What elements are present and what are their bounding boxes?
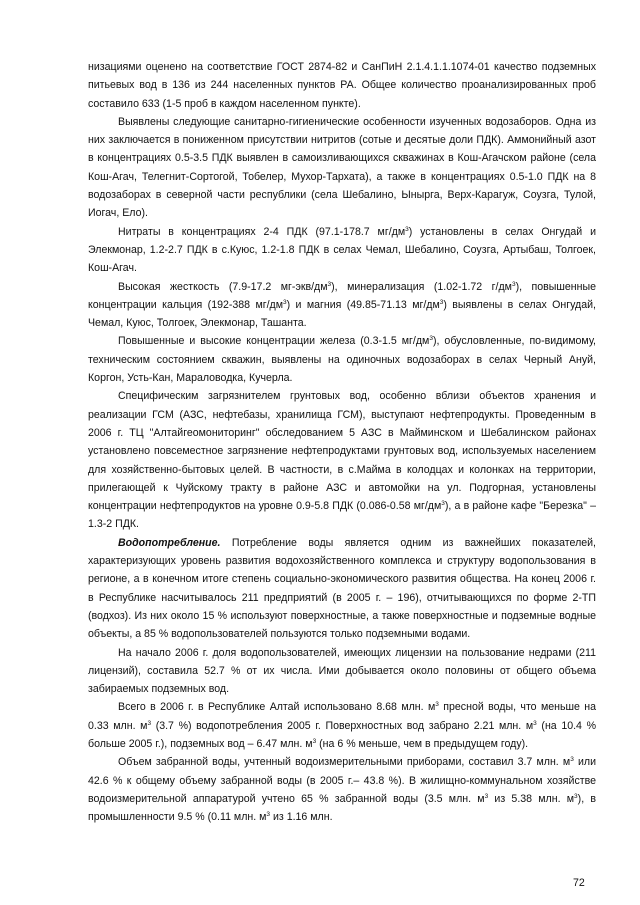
superscript: 3	[533, 719, 537, 727]
paragraph-1	[88, 58, 596, 113]
text-run: пресной воды, что меньше на 0.33 млн. м	[88, 701, 597, 732]
superscript: 3	[484, 792, 489, 800]
paragraph-3	[88, 223, 596, 278]
text-run: Высокая жесткость (7.9-17.2 мг-экв/дм	[118, 280, 328, 293]
page-number: 72	[573, 877, 585, 889]
text-run: ) и магния (49.85-71.13 мг/дм	[286, 298, 440, 311]
body-text	[88, 58, 596, 826]
paragraph-2	[88, 113, 596, 223]
paragraph-4	[88, 278, 596, 333]
paragraph-5	[88, 332, 596, 387]
text-run: ), минерализация (1.02-1.72 г/дм	[331, 280, 512, 293]
section-heading: Водопотребление.	[118, 536, 221, 549]
superscript: 3	[570, 756, 574, 764]
superscript: 3	[312, 737, 317, 745]
text-run: ) установлены в селах Онгудай и Элекмонар, 1.2-2.7 ПДК в с.Куюс, 1.2-1.8 ПДК в селах Чемал, Шебалино, Соузга, Артыбаш, Толгоек, Кош-Агач.	[88, 225, 596, 275]
text-run: Выявлены следующие санитарно-гигиенические особенности изученных водозаборов. Одна из них заключается в пониженном присутствии нитритов (сотые и десятые доли ПДК). Аммонийный азот в концентрациях 0.5-3.5 ПДК выявлен в самоизливающихся скважинах в Кош-Агачском районе (села Кош-Агач, Телегнит-Сортогой, Тобелер, Мухор-Тархата), а также в концентрациях 0.5-1.0 ПДК на 8 водозаборах в северной части республики (села Шебалино, Ынырга, Верх-Карагуж, Соузга, Тулой, Иогач, Ело).	[88, 115, 596, 220]
text-run: Объем забранной воды, учтенный водоизмерительными приборами, составил 3.7 млн. м	[118, 756, 571, 769]
text-run: низациями оценено на соответствие ГОСТ 2874-82 и СанПиН 2.1.4.1.1.1074-01 качество подземных питьевых вод в 136 из 244 населенных пунктов РА. Общее количество проанализированных проб составило 633 (1-5 проб в каждом населенном пункте).	[88, 61, 596, 110]
superscript: 3	[429, 335, 433, 343]
text-run: На начало 2006 г. доля водопользователей, имеющих лицензии на пользование недрами (211 лицензий), составила 52.7 % от их числа. Ими добывается около половины от общего объема забираемых подземных вод.	[88, 646, 596, 696]
paragraph-10	[88, 753, 596, 826]
text-run: ), повышенные концентрации кальция (192-388 мг/дм	[88, 280, 596, 311]
text-run: ), в промышленности 9.5 % (0.11 млн. м	[88, 792, 596, 824]
superscript: 3	[327, 280, 332, 288]
text-run: Специфическим загрязнителем грунтовых вод, особенно вблизи объектов хранения и реализации ГСМ (АЗС, нефтебазы, хранилища ГСМ), выступают нефтепродукты. Проведенным в 2006 г. ТЦ "Алтайгеомониторинг" обследованием 5 АЗС в Майминском и Шебалинском районах установлено повсеместное загрязнение нефтепродуктами грунтовых вод, используемых населением для хозяйственно-бытовых целей. В частности, в с.Майма в колодцах и колонках на территории, прилегающей к Чуйскому тракту в районе АЗС и автомойки на ул. Подгорная, установлены концентрации нефтепродуктов на уровне 0.9-5.8 ПДК (0.086-0.58 мг/дм	[88, 390, 596, 513]
superscript: 3	[283, 298, 287, 306]
text-run: или 42.6 % к общему объему забранной воды (в 2005 г.– 43.8 %). В жилищно-коммунальном хозяйстве водоизмерительной аппаратурой учтено 65 % забранной воды (3.5 млн. м	[88, 756, 596, 805]
superscript: 3	[266, 811, 271, 819]
text-run: ), обусловленные, по-видимому, техническим состоянием скважин, выявлены на одиночных водозаборах в селах Черный Ануй, Коргон, Усть-Кан, Мараловодка, Кучерла.	[88, 335, 597, 385]
text-run: (на 6 % меньше, чем в предыдущем году).	[316, 737, 529, 750]
text-run: Нитраты в концентрациях 2-4 ПДК (97.1-178.7 мг/дм	[118, 225, 406, 238]
text-run: Потребление воды является одним из важнейших показателей, характеризующих уровень развития водохозяйственного комплекса и структуру водопользования в регионе, а в конечном итоге степень социально-экономического развития общества. На конец 2006 г. в Республике насчитывалось 211 предприятий (в 2005 г. – 196), отчитывающихся по форме 2-ТП (водхоз). Из них около 15 % используют поверхностные, а также поверхностные и подземные водные объекты, а 85 % водопользователей пользуются только подземными водами.	[88, 536, 596, 641]
paragraph-6	[88, 387, 596, 533]
text-run: (3.7 %) водопотребления 2005 г. Поверхностных вод забрано 2.21 млн. м	[151, 719, 534, 732]
superscript: 3	[147, 719, 152, 727]
superscript: 3	[441, 500, 445, 508]
superscript: 3	[511, 280, 516, 288]
text-run: (на 10.4 % больше 2005 г.), подземных вод – 6.47 млн. м	[88, 719, 596, 750]
text-run: Повышенные и высокие концентрации железа (0.3-1.5 мг/дм	[118, 335, 430, 348]
paragraph-9	[88, 698, 596, 753]
text-run: Всего в 2006 г. в Республике Алтай использовано 8.68 млн. м	[118, 701, 436, 714]
superscript: 3	[574, 792, 578, 800]
paragraph-8	[88, 644, 596, 699]
paragraph-7	[88, 534, 596, 644]
superscript: 3	[435, 701, 439, 709]
text-run: из 1.16 млн.	[270, 811, 333, 824]
superscript: 3	[439, 298, 444, 306]
text-run: из 5.38 млн. м	[488, 792, 575, 805]
superscript: 3	[405, 225, 409, 233]
text-run: ), а в районе кафе "Березка" – 1.3-2 ПДК.	[88, 500, 596, 531]
text-run: ) выявлены в селах Онгудай, Чемал, Куюс, Толгоек, Элекмонар, Ташанта.	[88, 298, 596, 330]
